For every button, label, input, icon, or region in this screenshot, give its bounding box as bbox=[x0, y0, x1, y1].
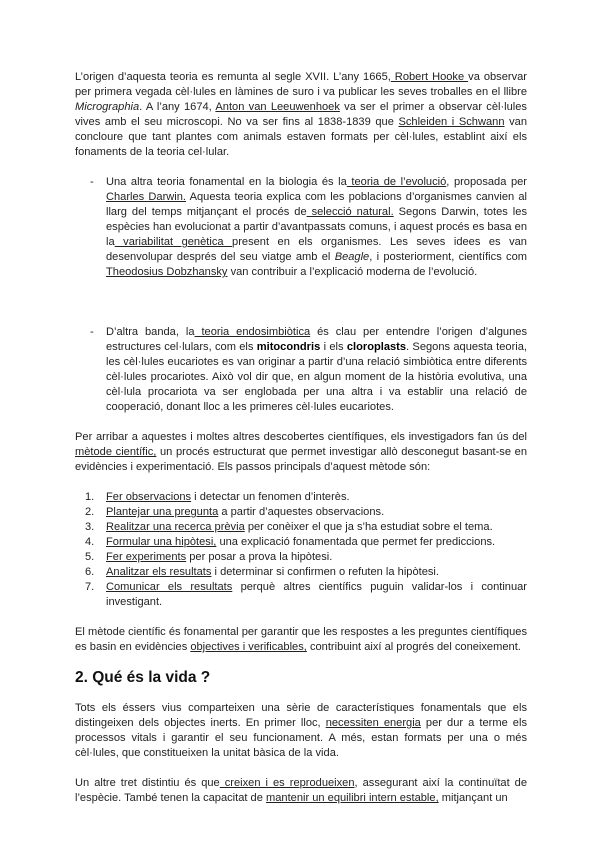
step-item bbox=[75, 565, 527, 580]
link-internal-balance[interactable]: mantenir un equilibri intern estable, bbox=[265, 792, 439, 804]
text: van contribuir a l’explicació moderna de l’evolució. bbox=[227, 266, 478, 278]
step-number: 3. bbox=[85, 521, 95, 533]
link-schleiden-schwann[interactable]: Schleiden i Schwann bbox=[398, 116, 505, 128]
link-genetic-variability[interactable]: variabilitat genètica bbox=[114, 236, 233, 248]
step-text: a partir d’aquestes observacions. bbox=[218, 506, 385, 518]
bullet-marker: - bbox=[90, 326, 94, 338]
text: Una altra teoria fonamental en la biologia és la bbox=[106, 176, 347, 188]
link-endosymbiotic-theory[interactable]: teoria endosimbiòtica bbox=[194, 326, 311, 338]
text: , i posteriorment, científics com bbox=[369, 251, 527, 263]
text: Tots els éssers vius comparteixen una sèrie de característiques fonamentals que els distingeixen dels objectes inerts. En primer lloc, bbox=[75, 702, 527, 729]
book-title-micrographia: Micrographia bbox=[75, 101, 140, 113]
bullet-evolution bbox=[75, 175, 527, 280]
link-evolution-theory[interactable]: teoria de l’evolució bbox=[346, 176, 447, 188]
step-link[interactable]: Fer observacions bbox=[106, 491, 192, 503]
step-link[interactable]: Analitzar els resultats bbox=[106, 566, 212, 578]
section-heading: 2. Qué és la vida ? bbox=[75, 669, 211, 686]
text: contribuint així al progrés del coneixement. bbox=[306, 641, 521, 653]
text: per dur a terme els processos vitals i garantir el seu funcionament. A més, estan formats per una o més cèl·lules, que constitueixen la unitat bàsica de la vida. bbox=[75, 717, 527, 759]
link-dobzhansky[interactable]: Theodosius Dobzhansky bbox=[106, 266, 228, 278]
step-number: 7. bbox=[85, 581, 95, 593]
text: D’altra banda, la bbox=[106, 326, 195, 338]
document-page bbox=[75, 70, 527, 806]
step-item bbox=[75, 550, 527, 565]
paragraph-scientific-method-intro bbox=[75, 430, 527, 475]
link-natural-selection[interactable]: selecció natural. bbox=[306, 206, 394, 218]
link-scientific-method[interactable]: mètode científic, bbox=[75, 446, 157, 458]
bullet-endosymbiosis bbox=[75, 325, 527, 415]
text: és clau per entendre l’origen d’algunes estructures cel·lulars, com els bbox=[106, 326, 527, 353]
text: Aquesta teoria explica com les poblacions d’organismes canvien al llarg del temps mitjançant el procés de bbox=[106, 191, 527, 218]
paragraph-scientific-method-conclusion bbox=[75, 625, 527, 655]
step-text: per conèixer el que ja s’ha estudiat sobre el tema. bbox=[244, 521, 493, 533]
step-link[interactable]: Formular una hipòtesi, bbox=[106, 536, 217, 548]
step-text: perquè altres científics puguin validar-los i continuar investigant. bbox=[106, 581, 527, 608]
text: Per arribar a aquestes i moltes altres descobertes científiques, els investigadors fan ús del bbox=[75, 431, 527, 443]
step-item bbox=[75, 520, 527, 535]
text: present en els organismes. Les seves idees es van desenvolupar després del seu viatge amb el bbox=[106, 236, 527, 263]
step-link[interactable]: Plantejar una pregunta bbox=[106, 506, 219, 518]
link-need-energy[interactable]: necessiten energia bbox=[325, 717, 421, 729]
step-text: per posar a prova la hipòtesi. bbox=[186, 551, 333, 563]
paragraph-cell-theory-origin bbox=[75, 70, 527, 160]
text: El mètode científic és fonamental per garantir que les respostes a les preguntes científiques es basin en evidències bbox=[75, 626, 527, 653]
step-text: i determinar si confirmen o refuten la hipòtesi. bbox=[211, 566, 439, 578]
ship-name-beagle: Beagle bbox=[334, 251, 370, 263]
link-charles-darwin[interactable]: Charles Darwin. bbox=[106, 191, 187, 203]
text: . Segons aquesta teoria, les cèl·lules eucariotes es van originar a partir d’una relació simbiòtica entre diferents cèl·lules procariotes. Això vol dir que, en algun moment de la història evolutiva, una cèl·lula procariota va ser englobada per una altra i va establir una relació de cooperació, donant lloc a les primeres cèl·lules eucariotes. bbox=[106, 341, 527, 413]
text: , proposada per bbox=[446, 176, 527, 188]
step-number: 5. bbox=[85, 551, 95, 563]
term-chloroplasts: cloroplasts bbox=[346, 341, 407, 353]
text: Segons Darwin, totes les espècies han evolucionat a partir d’avantpassats comuns, i aquest procés es basa en la bbox=[106, 206, 527, 248]
step-number: 4. bbox=[85, 536, 95, 548]
link-leeuwenhoek[interactable]: Anton van Leeuwenhoek bbox=[215, 101, 340, 113]
link-robert-hooke[interactable]: Robert Hooke bbox=[390, 71, 469, 83]
bullet-list bbox=[75, 175, 527, 415]
paragraph-growth-reproduction bbox=[75, 776, 527, 806]
text: mitjançant un bbox=[438, 792, 508, 804]
step-item bbox=[75, 505, 527, 520]
step-text: i detectar un fenomen d’interès. bbox=[191, 491, 350, 503]
paragraph-living-beings bbox=[75, 701, 527, 761]
step-link[interactable]: Realitzar una recerca prèvia bbox=[106, 521, 245, 533]
text: . A l’any 1674, bbox=[139, 101, 216, 113]
step-item bbox=[75, 490, 527, 505]
text: L’origen d’aquesta teoria es remunta al segle XVII. L’any 1665, bbox=[75, 71, 391, 83]
step-number: 2. bbox=[85, 506, 95, 518]
step-link[interactable]: Fer experiments bbox=[106, 551, 187, 563]
step-number: 6. bbox=[85, 566, 95, 578]
text: un procés estructurat que permet investigar allò desconegut basant-se en evidències i experimentació. Els passos principals d’aquest mètode són: bbox=[75, 446, 528, 473]
text: i els bbox=[320, 341, 347, 353]
step-number: 1. bbox=[85, 491, 95, 503]
text: va observar per primera vegada cèl·lules en làmines de suro i va publicar les seves troballes en el llibre bbox=[75, 71, 527, 98]
text: Un altre tret distintiu és que bbox=[75, 777, 220, 789]
method-steps-list bbox=[75, 490, 527, 610]
step-text: una explicació fonamentada que permet fer prediccions. bbox=[216, 536, 496, 548]
text: va ser el primer a observar cèl·lules vives amb el seu microscopi. No va ser fins al 1838-1839 que bbox=[75, 101, 527, 128]
text: , assegurant així la continuïtat de l’espècie. També tenen la capacitat de bbox=[75, 777, 528, 804]
step-item bbox=[75, 580, 527, 610]
link-objective-verifiable[interactable]: objectives i verificables, bbox=[190, 641, 307, 653]
text: van concloure que tant plantes com animals estaven formats per cèl·lules, establint així els fonaments de la teoria cel·lular. bbox=[75, 116, 527, 158]
step-item bbox=[75, 535, 527, 550]
bullet-marker: - bbox=[90, 176, 94, 188]
term-mitochondria: mitocondris bbox=[256, 341, 321, 353]
link-grow-reproduce[interactable]: creixen i es reprodueixen bbox=[219, 777, 355, 789]
step-link[interactable]: Comunicar els resultats bbox=[106, 581, 233, 593]
